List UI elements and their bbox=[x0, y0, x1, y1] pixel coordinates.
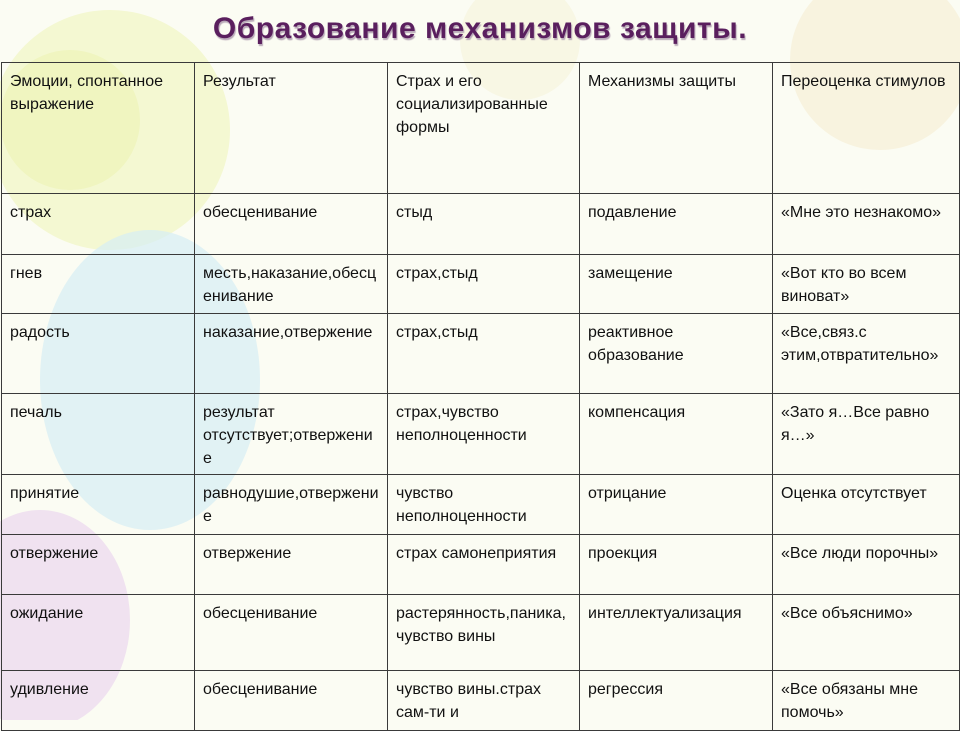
table-cell: «Все,связ.с этим,отвратительно» bbox=[773, 314, 960, 394]
table-cell: компенсация bbox=[580, 394, 773, 475]
table-cell: радость bbox=[2, 314, 195, 394]
table-row bbox=[2, 394, 960, 475]
table-cell: подавление bbox=[580, 194, 773, 255]
header-cell-reappraisal: Переоценка стимулов bbox=[773, 63, 960, 194]
table-row bbox=[2, 595, 960, 671]
table-cell: наказание,отвержение bbox=[195, 314, 388, 394]
table-cell: отвержение bbox=[195, 535, 388, 595]
table-cell: проекция bbox=[580, 535, 773, 595]
table-cell: страх,стыд bbox=[388, 314, 580, 394]
table-header-row bbox=[2, 63, 960, 194]
table-cell: реактивное образование bbox=[580, 314, 773, 394]
table-cell: интеллектуализация bbox=[580, 595, 773, 671]
header-cell-fear-forms: Страх и его социализированные формы bbox=[388, 63, 580, 194]
table-cell: «Все объяснимо» bbox=[773, 595, 960, 671]
table-cell: страх,стыд bbox=[388, 255, 580, 314]
header-cell-defense-mechanisms: Механизмы защиты bbox=[580, 63, 773, 194]
table-cell: гнев bbox=[2, 255, 195, 314]
table-cell: стыд bbox=[388, 194, 580, 255]
table-cell: отвержение bbox=[2, 535, 195, 595]
table-cell: «Мне это незнакомо» bbox=[773, 194, 960, 255]
table-cell: ожидание bbox=[2, 595, 195, 671]
table-cell: обесценивание bbox=[195, 194, 388, 255]
table-cell: равнодушие,отвержение bbox=[195, 475, 388, 535]
defense-mechanisms-table bbox=[1, 62, 960, 731]
table-cell: страх самонеприятия bbox=[388, 535, 580, 595]
table-cell: «Зато я…Все равно я…» bbox=[773, 394, 960, 475]
table-cell: замещение bbox=[580, 255, 773, 314]
table-cell: печаль bbox=[2, 394, 195, 475]
table-cell: страх,чувство неполноценности bbox=[388, 394, 580, 475]
table-row bbox=[2, 194, 960, 255]
table-row bbox=[2, 535, 960, 595]
header-cell-emotions: Эмоции, спонтанное выражение bbox=[2, 63, 195, 194]
slide-title: Образование механизмов защиты. bbox=[212, 12, 748, 45]
table-cell: месть,наказание,обесценивание bbox=[195, 255, 388, 314]
table-cell: чувство вины.страх сам-ти и bbox=[388, 671, 580, 731]
table-cell: «Вот кто во всем виноват» bbox=[773, 255, 960, 314]
table-cell: результат отсутствует;отвержение bbox=[195, 394, 388, 475]
table-cell: регрессия bbox=[580, 671, 773, 731]
table-row bbox=[2, 475, 960, 535]
header-cell-result: Результат bbox=[195, 63, 388, 194]
table-row bbox=[2, 255, 960, 314]
table-cell: обесценивание bbox=[195, 671, 388, 731]
table-cell: чувство неполноценности bbox=[388, 475, 580, 535]
table-cell: Оценка отсутствует bbox=[773, 475, 960, 535]
table-cell: обесценивание bbox=[195, 595, 388, 671]
table-cell: удивление bbox=[2, 671, 195, 731]
table-cell: отрицание bbox=[580, 475, 773, 535]
table-cell: растерянность,паника,чувство вины bbox=[388, 595, 580, 671]
table-cell: «Все люди порочны» bbox=[773, 535, 960, 595]
table-cell: страх bbox=[2, 194, 195, 255]
table-cell: принятие bbox=[2, 475, 195, 535]
table-row bbox=[2, 314, 960, 394]
table-cell: «Все обязаны мне помочь» bbox=[773, 671, 960, 731]
table-row bbox=[2, 671, 960, 731]
